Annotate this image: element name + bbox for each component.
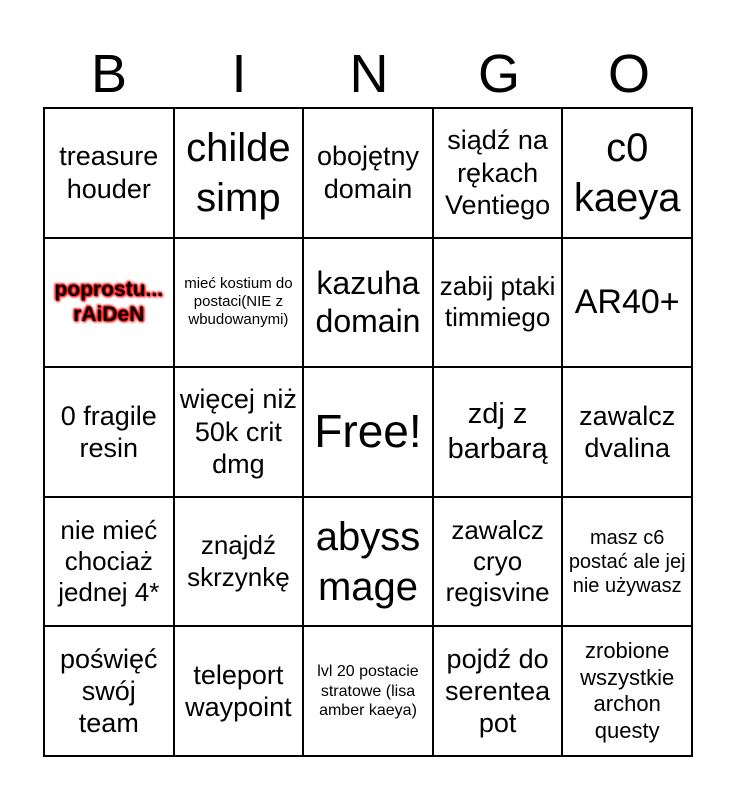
bingo-cell[interactable]: nie mieć chociaż jednej 4* [44,497,174,627]
bingo-cell[interactable]: zawalcz cryo regisvine [433,497,563,627]
bingo-cell[interactable]: teleport waypoint [174,626,304,756]
header-letter: I [231,44,247,104]
bingo-cell[interactable]: poświęć swój team [44,626,174,756]
bingo-cell[interactable]: poprostu... rAiDeN [44,238,174,368]
bingo-cell[interactable]: c0 kaeya [562,108,692,238]
header-letter: B [90,44,128,104]
bingo-header [44,40,694,108]
bingo-cell[interactable]: treasure houder [44,108,174,238]
bingo-cell[interactable]: 0 fragile resin [44,367,174,497]
bingo-cell[interactable]: AR40+ [562,238,692,368]
bingo-cell[interactable]: zrobione wszystkie archon questy [562,626,692,756]
bingo-cell[interactable]: mieć kostium do postaci(NIE z wbudowanymi) [174,238,304,368]
bingo-cell[interactable]: siądź na rękach Ventiego [433,108,563,238]
bingo-cell[interactable]: abyss mage [303,497,433,627]
bingo-cell[interactable]: zdj z barbarą [433,367,563,497]
bingo-cell[interactable]: childe simp [174,108,304,238]
header-letter: O [607,44,650,104]
bingo-cell[interactable]: kazuha domain [303,238,433,368]
free-cell[interactable]: Free! [303,367,433,497]
bingo-cell[interactable]: obojętny domain [303,108,433,238]
header-letter: N [349,44,389,104]
bingo-grid [43,107,693,757]
bingo-cell[interactable]: lvl 20 postacie stratowe (lisa amber kaeya) [303,626,433,756]
bingo-cell[interactable]: więcej niż 50k crit dmg [174,367,304,497]
bingo-cell[interactable]: masz c6 postać ale jej nie używasz [562,497,692,627]
bingo-cell[interactable]: znajdź skrzynkę [174,497,304,627]
bingo-cell[interactable]: zawalcz dvalina [562,367,692,497]
bingo-cell[interactable]: pojdź do serentea pot [433,626,563,756]
bingo-cell[interactable]: zabij ptaki timmiego [433,238,563,368]
header-letter: G [477,44,520,104]
